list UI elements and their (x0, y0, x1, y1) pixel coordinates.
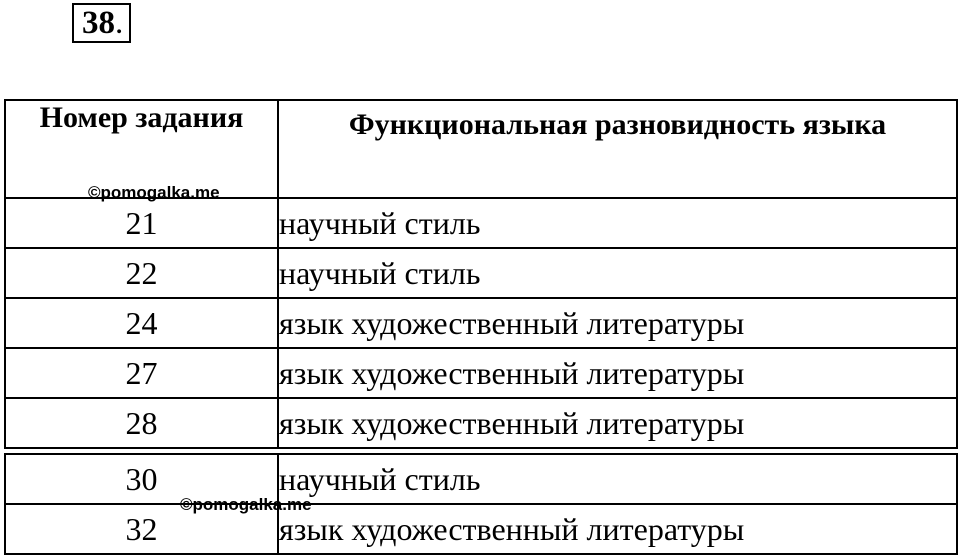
row-number: 27 (5, 348, 278, 398)
table-row (5, 454, 957, 504)
table-row (5, 504, 957, 554)
row-number: 28 (5, 398, 278, 448)
row-style: научный стиль (278, 248, 957, 298)
row-style: язык художественный литературы (278, 504, 957, 554)
table-row (5, 348, 957, 398)
header-task-number: Номер задания (5, 100, 278, 198)
table-row (5, 198, 957, 248)
row-number: 30 (5, 454, 278, 504)
row-number: 32 (5, 504, 278, 554)
task-number-dot: . (115, 5, 124, 41)
row-style: язык художественный литературы (278, 298, 957, 348)
row-number: 24 (5, 298, 278, 348)
row-style: научный стиль (278, 454, 957, 504)
watermark: ©pomogalka.me (88, 183, 220, 202)
answers-table (4, 99, 958, 555)
header-functional-style: Функциональная разновидность языка (278, 100, 957, 198)
table-row (5, 398, 957, 448)
row-style: научный стиль (278, 198, 957, 248)
row-number: 21 (5, 198, 278, 248)
table-row (5, 298, 957, 348)
task-number-box (72, 3, 131, 43)
row-number: 22 (5, 248, 278, 298)
watermark: ©pomogalka.me (180, 495, 312, 514)
row-style: язык художественный литературы (278, 348, 957, 398)
table-row (5, 248, 957, 298)
task-number: 38 (82, 5, 115, 41)
row-style: язык художественный литературы (278, 398, 957, 448)
